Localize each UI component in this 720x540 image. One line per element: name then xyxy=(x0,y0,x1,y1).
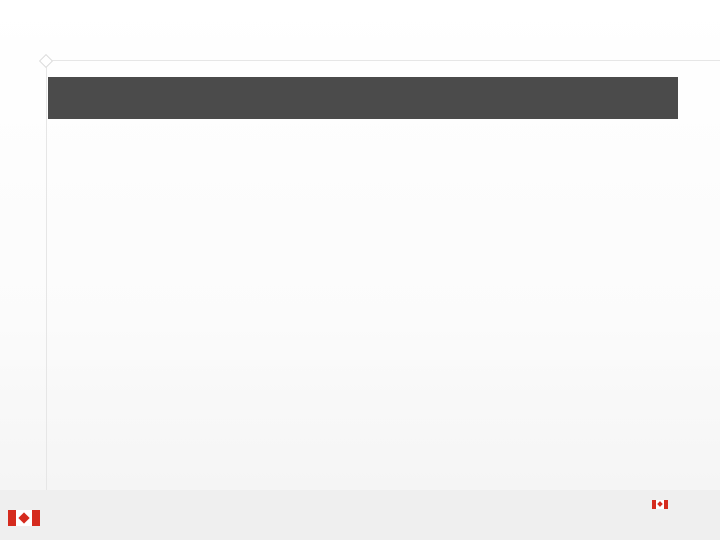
footer-bar xyxy=(0,490,720,540)
title-bar xyxy=(48,77,678,119)
canada-wordmark-flag-icon xyxy=(652,500,668,509)
frame-line-left xyxy=(46,60,47,510)
canada-flag-icon xyxy=(8,510,40,526)
frame-line-top xyxy=(46,60,720,61)
